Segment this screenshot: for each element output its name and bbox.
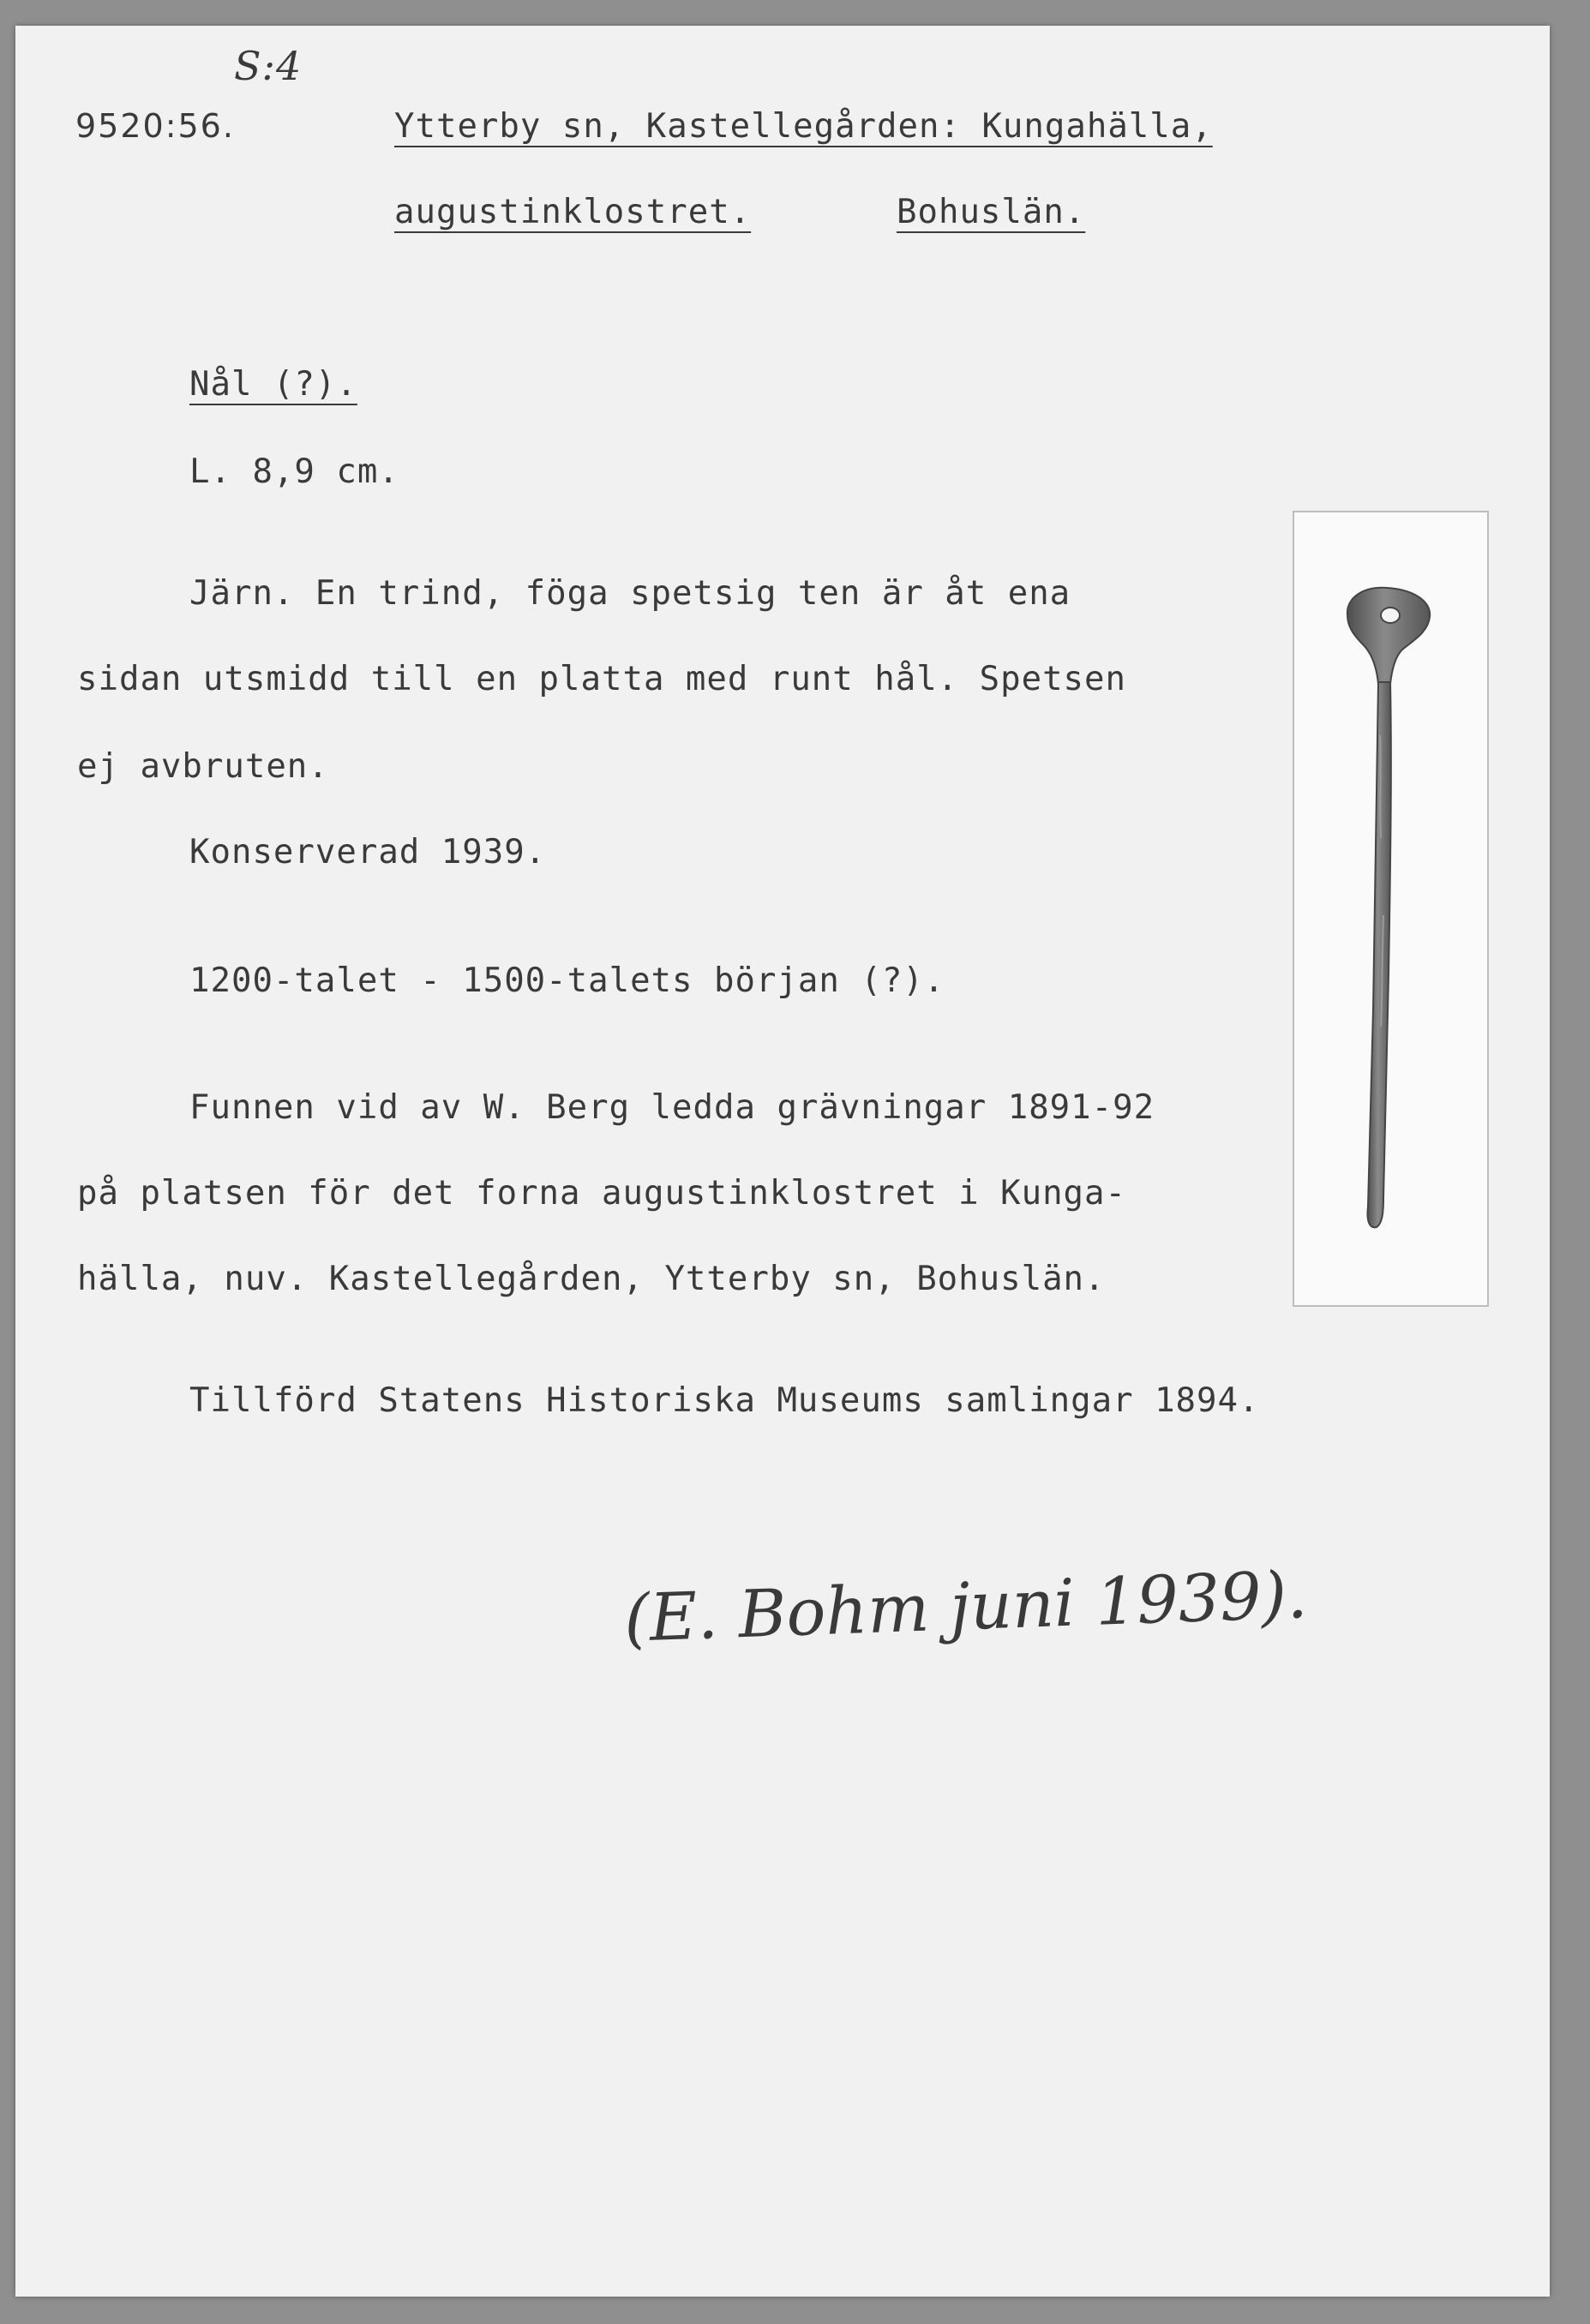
- object-photo: [1293, 511, 1489, 1307]
- province: Bohuslän.: [897, 193, 1086, 231]
- conservation-note: Konserverad 1939.: [189, 833, 547, 872]
- location-line-1: Ytterby sn, Kastellegården: Kungahälla,: [394, 107, 1213, 146]
- description-line-3: ej avbruten.: [77, 747, 329, 786]
- description-line-2: sidan utsmidd till en platta med runt hål. Spetsen: [77, 660, 1126, 698]
- object-length: L. 8,9 cm.: [189, 452, 399, 491]
- needle-shaft: [1367, 682, 1390, 1227]
- catalog-card: [15, 26, 1550, 2297]
- dating: 1200-talet - 1500-talets början (?).: [189, 961, 945, 1000]
- find-line-2: på platsen för det forna augustinklostret i Kunga-: [77, 1174, 1126, 1213]
- object-name: Nål (?).: [189, 365, 357, 404]
- needle-head: [1347, 588, 1430, 684]
- catalog-number: 9520:56.: [75, 107, 235, 145]
- sheet-ref: S:4: [234, 43, 303, 89]
- find-line-3: hälla, nuv. Kastellegården, Ytterby sn, Bohuslän.: [77, 1260, 1106, 1298]
- find-line-1: Funnen vid av W. Berg ledda grävningar 1891-92: [189, 1088, 1155, 1127]
- location-line-2: augustinklostret.: [394, 193, 752, 231]
- description-line-1: Järn. En trind, föga spetsig ten är åt ena: [189, 574, 1071, 613]
- acquisition-note: Tillförd Statens Historiska Museums samlingar 1894.: [189, 1381, 1260, 1420]
- signature: (E. Bohm juni 1939).: [622, 1556, 1309, 1656]
- iron-needle-icon: [1294, 512, 1487, 1305]
